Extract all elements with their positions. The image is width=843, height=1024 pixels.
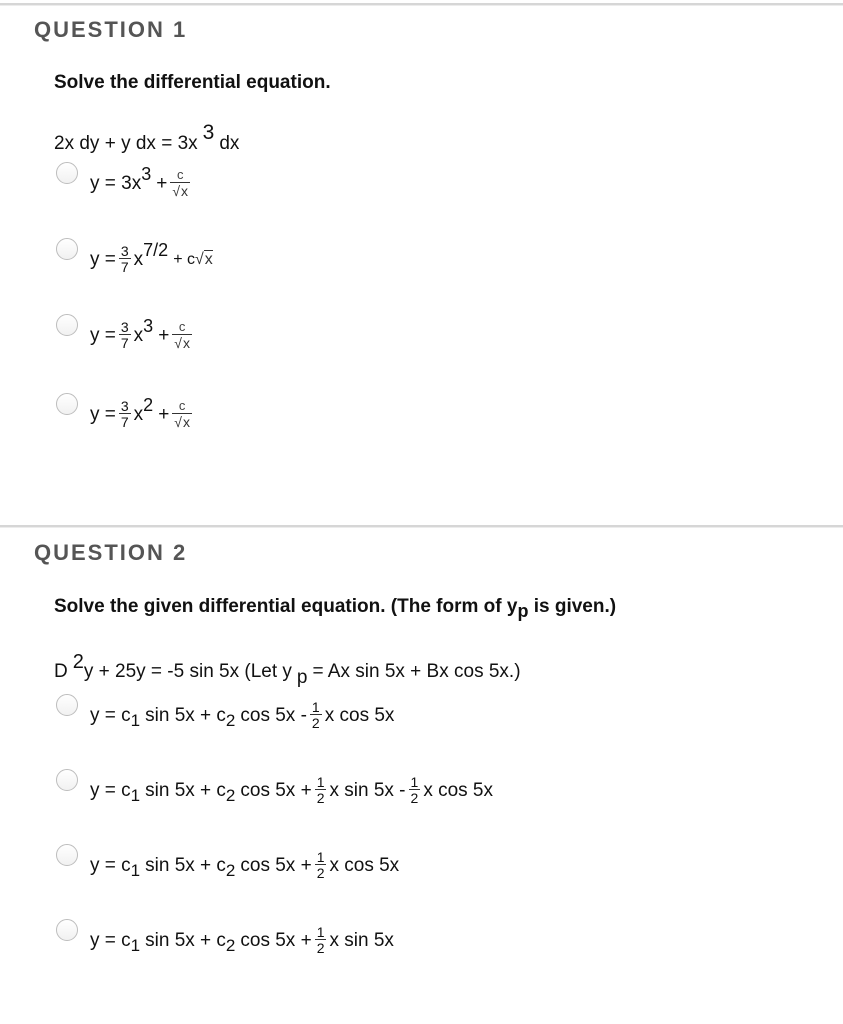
option-math xyxy=(90,775,493,806)
subscript: 2 xyxy=(225,785,236,805)
question-2-prompt xyxy=(54,596,617,621)
radicand: x xyxy=(182,414,190,430)
variable: x xyxy=(133,248,144,270)
operator-d: D xyxy=(54,661,68,682)
term: y = xyxy=(90,324,116,346)
radio-button[interactable] xyxy=(56,314,78,336)
subscript: 2 xyxy=(225,710,236,730)
sqrt-icon: √x xyxy=(174,414,190,430)
term: y = c xyxy=(90,929,131,951)
radio-button[interactable] xyxy=(56,844,78,866)
term: cos 5x + xyxy=(240,854,312,876)
equation-lhs: 2x dy + y dx = 3x xyxy=(54,133,198,154)
term: y = c xyxy=(90,779,131,801)
plus-sign: + xyxy=(158,403,170,425)
term: sin 5x + c xyxy=(145,704,226,726)
radio-button[interactable] xyxy=(56,694,78,716)
fraction xyxy=(315,925,327,956)
subscript: 1 xyxy=(130,860,141,880)
radicand: x xyxy=(182,335,190,351)
equation-text: y + 25y = -5 sin 5x (Let y xyxy=(83,661,292,682)
numerator: 1 xyxy=(316,774,325,790)
plus-sign: + xyxy=(158,324,170,346)
q1-option-3[interactable] xyxy=(56,314,195,364)
exponent: 7/2 xyxy=(143,240,169,260)
subscript: 2 xyxy=(225,860,236,880)
fraction xyxy=(119,244,131,275)
sqrt-icon: √x xyxy=(172,183,189,199)
sqrt-icon: √x xyxy=(174,335,190,351)
numerator: c xyxy=(176,167,184,182)
term: sin 5x + c xyxy=(145,929,226,951)
subscript: 1 xyxy=(130,710,141,730)
exponent: 2 xyxy=(143,395,154,415)
term: y = c xyxy=(90,704,131,726)
term: x cos 5x xyxy=(329,854,400,876)
equation-exponent: 3 xyxy=(202,121,215,144)
question-2-divider xyxy=(0,525,843,528)
subscript: 1 xyxy=(130,935,141,955)
equation-text: = Ax sin 5x + Bx cos 5x.) xyxy=(312,661,521,682)
q1-option-1[interactable] xyxy=(56,162,193,212)
radicand: x xyxy=(181,183,189,199)
fraction xyxy=(315,850,327,881)
radio-button[interactable] xyxy=(56,769,78,791)
fraction xyxy=(119,399,131,430)
question-1-prompt: Solve the differential equation. xyxy=(54,72,331,93)
plus-sign: + xyxy=(156,172,168,194)
term: x cos 5x xyxy=(423,779,494,801)
fraction xyxy=(315,775,327,806)
denominator: 2 xyxy=(316,790,325,806)
radio-button[interactable] xyxy=(56,919,78,941)
term: y = xyxy=(90,248,116,270)
fraction xyxy=(172,320,192,351)
denominator xyxy=(170,182,190,199)
question-1-equation xyxy=(54,121,240,155)
numerator: 3 xyxy=(120,243,129,259)
exponent: 2 xyxy=(72,651,84,673)
numerator: c xyxy=(178,398,186,413)
option-math xyxy=(90,395,195,430)
subscript: 2 xyxy=(225,935,236,955)
numerator: 3 xyxy=(120,398,129,414)
question-2-title: QUESTION 2 xyxy=(34,540,188,565)
question-1-divider xyxy=(0,3,843,6)
q2-option-2[interactable] xyxy=(56,769,493,819)
subscript: p xyxy=(517,601,529,621)
term: x cos 5x xyxy=(324,704,395,726)
radicand: x xyxy=(204,250,213,268)
numerator: 1 xyxy=(316,849,325,865)
numerator: 3 xyxy=(120,319,129,335)
option-math xyxy=(90,850,399,881)
sqrt-icon: √x xyxy=(195,250,213,268)
denominator xyxy=(172,413,192,430)
fraction xyxy=(170,168,190,199)
term: y = c xyxy=(90,854,131,876)
option-math xyxy=(90,164,193,199)
fraction xyxy=(119,320,131,351)
variable: x xyxy=(133,403,144,425)
denominator: 2 xyxy=(311,715,320,731)
question-2-equation xyxy=(54,651,521,688)
term: cos 5x - xyxy=(240,704,307,726)
denominator xyxy=(172,334,192,351)
option-math xyxy=(90,240,213,275)
numerator: 1 xyxy=(316,924,325,940)
radio-button[interactable] xyxy=(56,162,78,184)
numerator: 1 xyxy=(410,774,419,790)
term: + c xyxy=(173,250,195,268)
denominator: 2 xyxy=(316,940,325,956)
term: x sin 5x - xyxy=(329,779,406,801)
prompt-text: is given.) xyxy=(528,596,617,617)
term: y = xyxy=(90,403,116,425)
term: cos 5x + xyxy=(240,779,312,801)
exponent: 3 xyxy=(143,316,154,336)
fraction xyxy=(310,700,322,731)
denominator: 2 xyxy=(316,865,325,881)
q2-option-1[interactable] xyxy=(56,694,394,744)
fraction xyxy=(409,775,421,806)
option-math xyxy=(90,316,195,351)
q1-option-4[interactable] xyxy=(56,393,195,443)
term: y = 3x xyxy=(90,172,142,194)
option-math xyxy=(90,925,394,956)
equation-rhs: dx xyxy=(219,133,240,154)
option-math xyxy=(90,700,394,731)
numerator: 1 xyxy=(311,699,320,715)
term: sin 5x + c xyxy=(145,854,226,876)
q2-option-4[interactable] xyxy=(56,919,394,969)
term: cos 5x + xyxy=(240,929,312,951)
prompt-text: Solve the given differential equation. (The form of y xyxy=(54,596,518,617)
numerator: c xyxy=(178,319,186,334)
q1-option-2[interactable] xyxy=(56,238,213,288)
denominator: 2 xyxy=(410,790,419,806)
exponent: 3 xyxy=(141,164,152,184)
radio-button[interactable] xyxy=(56,238,78,260)
denominator: 7 xyxy=(120,335,129,351)
variable: x xyxy=(133,324,144,346)
fraction xyxy=(172,399,192,430)
radio-button[interactable] xyxy=(56,393,78,415)
term: x sin 5x xyxy=(329,929,394,951)
question-1-title: QUESTION 1 xyxy=(34,17,188,42)
denominator: 7 xyxy=(120,259,129,275)
subscript: 1 xyxy=(130,785,141,805)
q2-option-3[interactable] xyxy=(56,844,399,894)
subscript: p xyxy=(296,667,308,688)
denominator: 7 xyxy=(120,414,129,430)
term: sin 5x + c xyxy=(145,779,226,801)
